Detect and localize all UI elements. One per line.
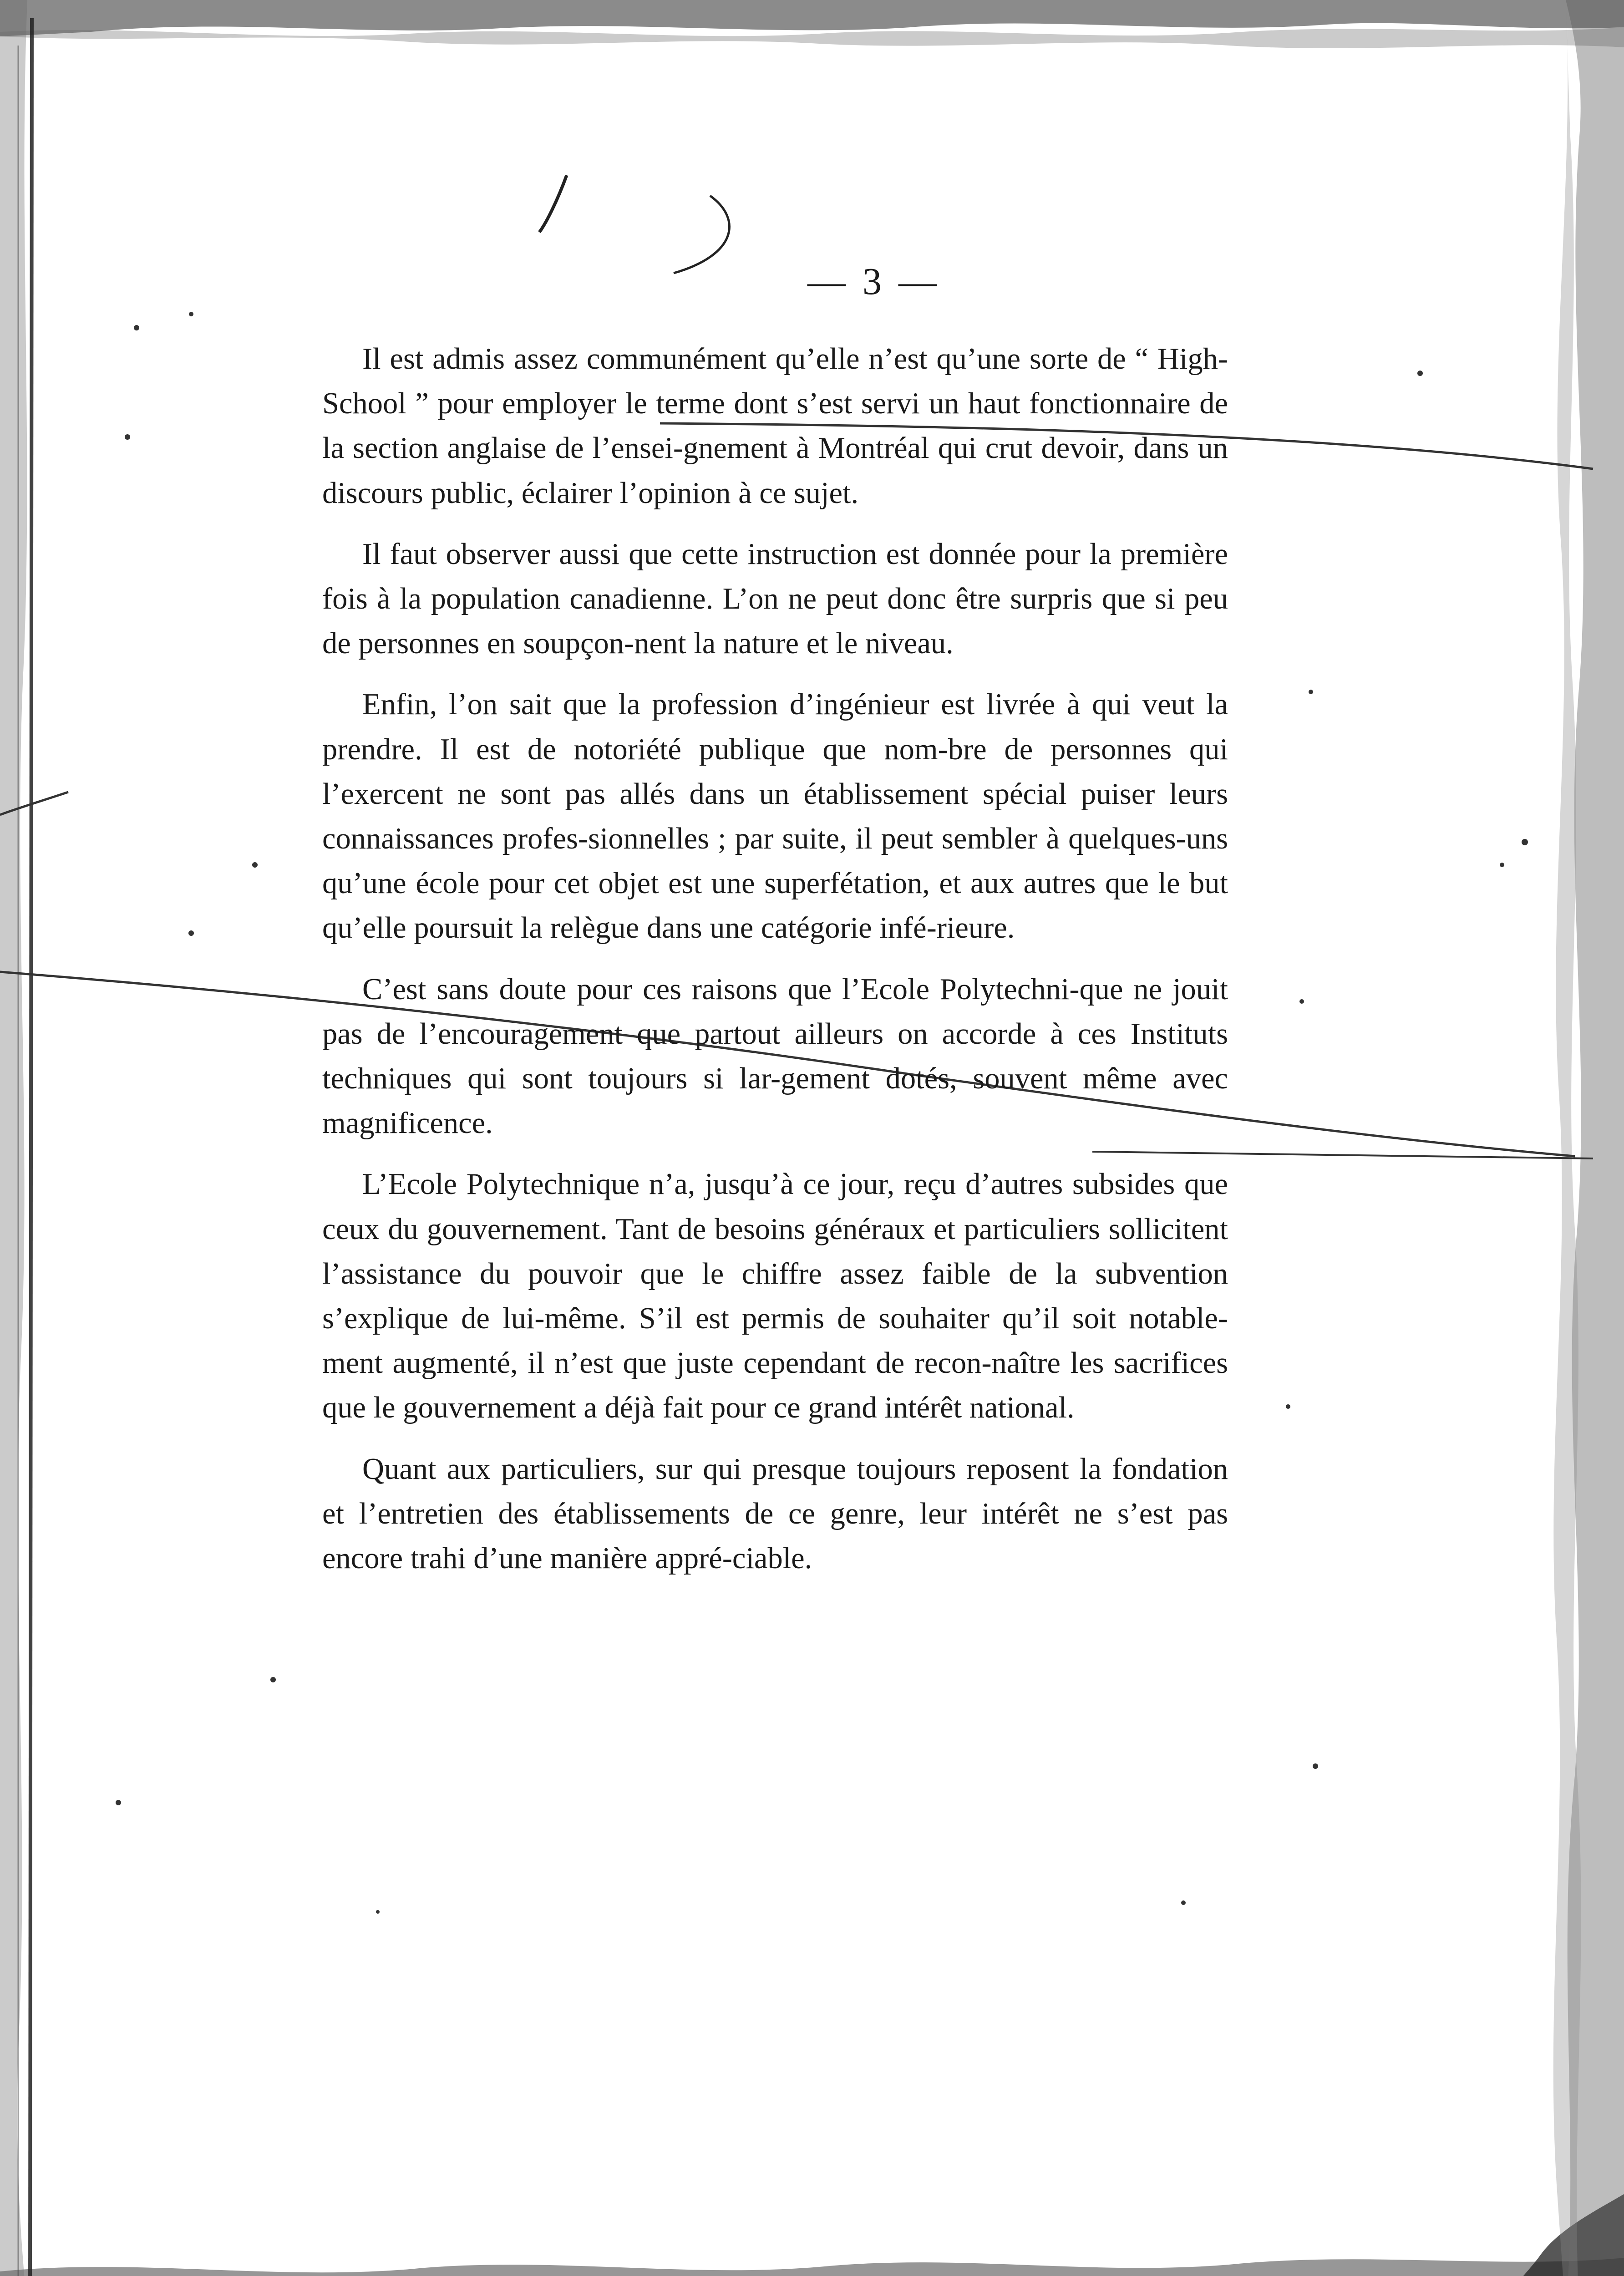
speck: [116, 1800, 121, 1805]
speck: [125, 434, 130, 440]
speck: [1299, 999, 1304, 1004]
speck: [1286, 1404, 1290, 1409]
speck: [376, 1910, 380, 1914]
right-edge-inner: [1553, 0, 1581, 2276]
bottom-right-corner: [1493, 2194, 1624, 2276]
speck: [270, 1677, 276, 1682]
speck: [1313, 1763, 1318, 1769]
left-binding-line: [30, 18, 32, 2276]
speck: [1500, 863, 1504, 867]
top-edge-fringe: [0, 27, 1624, 48]
top-edge-noise: [0, 0, 1624, 36]
bottom-edge-noise: [0, 2258, 1624, 2276]
pencil-slash-mark: [539, 175, 567, 232]
speck: [252, 862, 258, 868]
paragraph: Enfin, l’on sait que la profession d’ingénieur est livrée à qui veut la prendre. Il est de notoriété publique que nom-bre de personnes qui l’exercent ne sont pas allés dans un établissement spécial puiser leurs connaissances profes-sionnelles ; par suite, il peut sembler à quelques-uns qu’une école pour cet objet est une superfétation, et aux autres que le but qu’elle poursuit la relègue dans une catégorie infé-rieure.: [322, 688, 1228, 945]
ink-line-left: [0, 792, 68, 815]
paragraph: Quant aux particuliers, sur qui presque toujours reposent la fondation et l’entretien des établissements de ce genre, leur intérêt ne s’est pas encore trahi d’une manière appré-ciable.: [322, 1452, 1228, 1575]
speck: [1522, 839, 1528, 845]
text-body: [322, 337, 1228, 1597]
speck: [1417, 371, 1423, 376]
page-number: — 3 —: [807, 260, 940, 303]
speck: [188, 930, 194, 936]
paragraph: Il faut observer aussi que cette instruction est donnée pour la première fois à la population canadienne. L’on ne peut donc être surpris que si peu de personnes en soupçon-nent la nature et le niveau.: [322, 537, 1228, 660]
paragraph: L’Ecole Polytechnique n’a, jusqu’à ce jour, reçu d’autres subsides que ceux du gouvernement. Tant de besoins généraux et particuliers sollicitent l’assistance du pouvoir que le chiffre assez faible de la subvention s’explique de lui-même. S’il est permis de souhaiter qu’il soit notable-ment augmenté, il n’est que juste cependant de recon-naître les sacrifices que le gouvernement a déjà fait pour ce grand intérêt national.: [322, 1168, 1228, 1425]
speck: [134, 325, 139, 330]
speck: [1309, 690, 1313, 694]
speck: [189, 312, 193, 316]
left-edge-noise: [0, 0, 27, 2276]
paragraph: C’est sans doute pour ces raisons que l’Ecole Polytechni-que ne jouit pas de l’encouragement que partout ailleurs on accorde à ces Instituts techniques qui sont toujours si lar-gement dotés, souvent même avec magnificence.: [322, 972, 1228, 1140]
speck: [1181, 1900, 1186, 1905]
paragraph: Il est admis assez communément qu’elle n’est qu’une sorte de “ High-School ” pour employer le terme dont s’est servi un haut fonctionnaire de la section anglaise de l’ensei-gnement à Montréal qui crut devoir, dans un discours public, éclairer l’opinion à ce sujet.: [322, 342, 1228, 510]
right-edge-noise: [1566, 0, 1624, 2276]
